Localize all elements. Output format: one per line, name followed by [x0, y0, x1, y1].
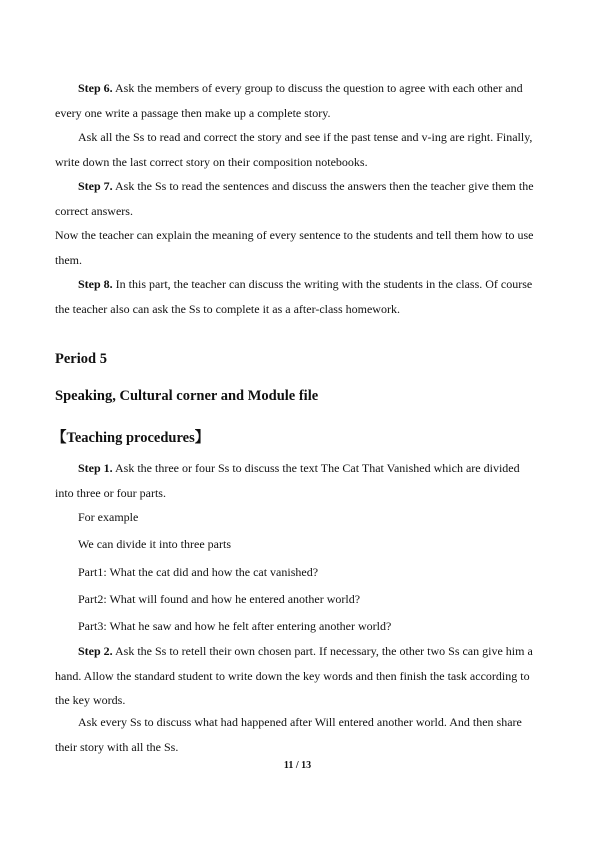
- part-3-line: Part3: What he saw and how he felt after entering another world?: [78, 619, 392, 633]
- step-1-label: Step 1.: [78, 461, 113, 475]
- part-2-line: Part2: What will found and how he entered another world?: [78, 592, 361, 606]
- page-number: 11 / 13: [283, 760, 312, 771]
- step-2-paragraph: [55, 639, 540, 713]
- step-7-label: Step 7.: [78, 179, 113, 193]
- step-8-label: Step 8.: [78, 277, 113, 291]
- part-1-line: Part1: What the cat did and how the cat vanished?: [78, 565, 319, 579]
- period-title: Period 5: [55, 351, 107, 367]
- step-6-paragraph: [55, 76, 540, 125]
- step-2-text: Ask the Ss to retell their own chosen part. If necessary, the other two Ss can give him a hand. Allow the standard student to write down the key words and then finish the task according to the key words.: [55, 644, 533, 707]
- step-2-label: Step 2.: [78, 644, 113, 658]
- step-7-paragraph: [55, 174, 540, 223]
- step-1-text: Ask the three or four Ss to discuss the text The Cat That Vanished which are divided into three or four parts.: [55, 461, 520, 500]
- explain-meaning-paragraph: Now the teacher can explain the meaning of every sentence to the students and tell them how to use them.: [55, 228, 534, 267]
- step-8-paragraph: [55, 272, 540, 321]
- correct-story-paragraph: Ask all the Ss to read and correct the story and see if the past tense and v-ing are right. Finally, write down the last correct story on their composition notebooks.: [55, 130, 533, 169]
- step-6-label: Step 6.: [78, 81, 113, 95]
- teaching-procedures-heading: 【Teaching procedures】: [52, 430, 210, 446]
- for-example-line: For example: [78, 510, 139, 524]
- period-subtitle: Speaking, Cultural corner and Module file: [55, 388, 319, 404]
- step-1-paragraph: [55, 456, 540, 505]
- step-6-text: Ask the members of every group to discuss the question to agree with each other and every one write a passage then make up a complete story.: [55, 81, 523, 120]
- step-7-text: Ask the Ss to read the sentences and discuss the answers then the teacher give them the correct answers.: [55, 179, 534, 218]
- step-8-text: In this part, the teacher can discuss the writing with the students in the class. Of course the teacher also can ask the Ss to complete it as a after-class homework.: [55, 277, 533, 316]
- divide-parts-line: We can divide it into three parts: [78, 537, 231, 551]
- share-story-paragraph: Ask every Ss to discuss what had happened after Will entered another world. And then share their story with all the Ss.: [55, 715, 522, 754]
